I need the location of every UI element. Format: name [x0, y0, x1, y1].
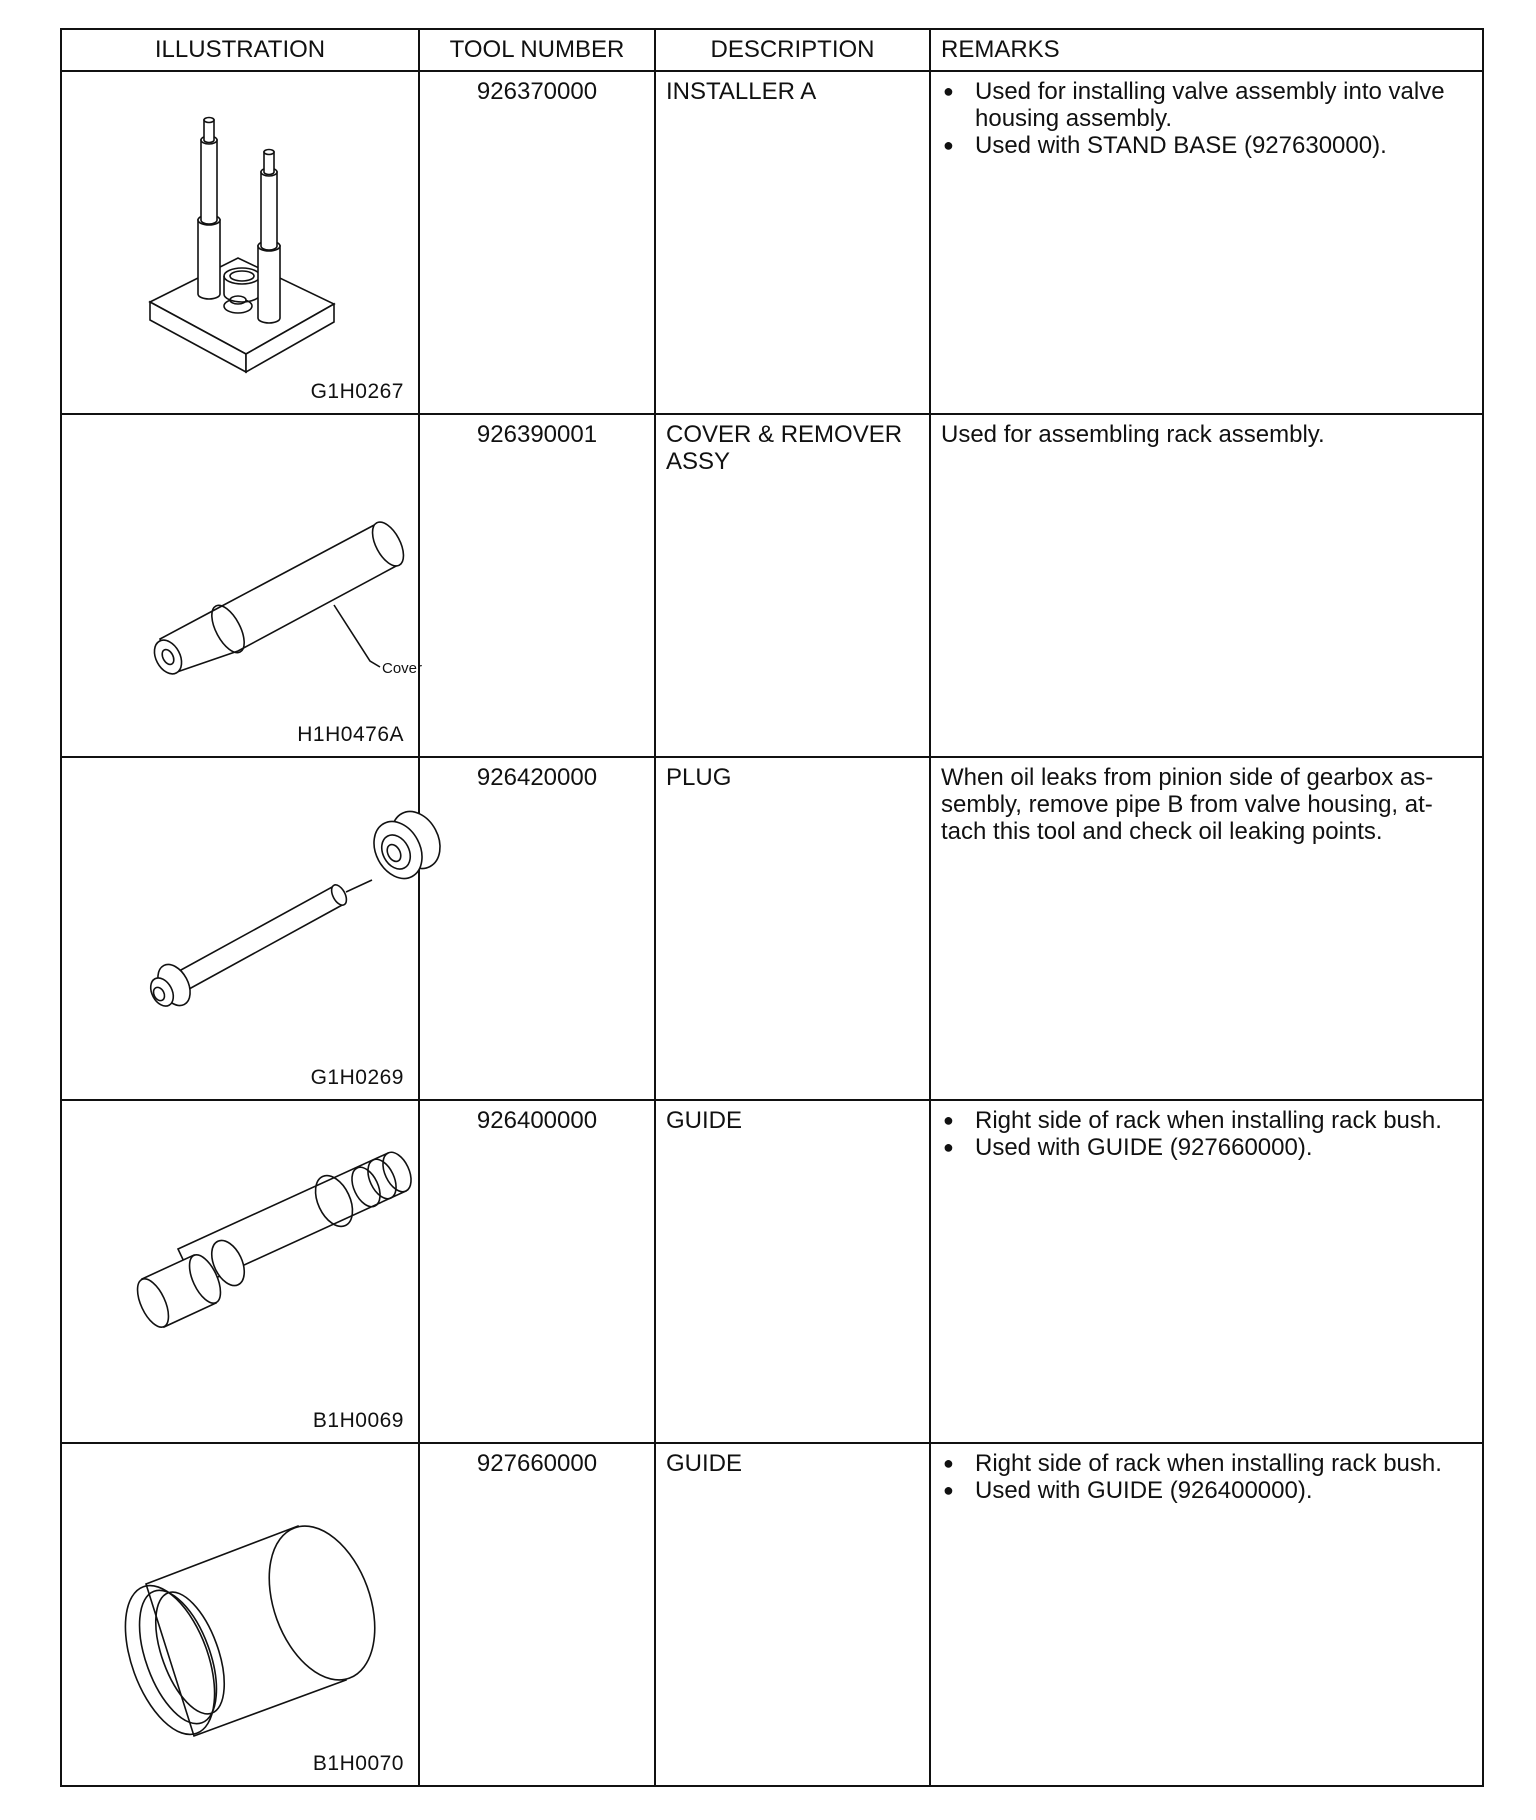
- remark-item: ● Used for installing valve assembly into valve housing assembly.: [941, 78, 1472, 132]
- tool-number-cell: 926420000: [419, 757, 655, 1100]
- remark-item: ● Right side of rack when installing rack bush.: [941, 1107, 1472, 1134]
- illustration-cell: [61, 71, 419, 414]
- remarks-cell: [930, 414, 1483, 757]
- header-description: DESCRIPTION: [655, 29, 930, 71]
- description-cell: COVER & REMOVER ASSY: [655, 414, 930, 757]
- illustration-code: B1H0070: [312, 1752, 404, 1775]
- illustration-code: G1H0269: [310, 1066, 404, 1089]
- table-row: [61, 414, 1483, 757]
- remark-text: Used for assembling rack assembly.: [941, 421, 1325, 448]
- guide-sleeve-illustration: [62, 1444, 418, 1744]
- illustration-cell: [61, 414, 423, 757]
- remark-item: ● Used with GUIDE (926400000).: [941, 1477, 1472, 1504]
- remark-text: When oil leaks from pinion side of gearbox as-sembly, remove pipe B from valve housing, at-tach this tool and check oil leaking points.: [941, 764, 1434, 845]
- table-row: [61, 1443, 1483, 1786]
- plug-illustration: [62, 758, 418, 1058]
- remark-item: ● Right side of rack when installing rack bush.: [941, 1450, 1472, 1477]
- installer-a-illustration: [62, 72, 418, 372]
- tool-number-cell: 926390001: [419, 414, 655, 757]
- cover-remover-illustration: [62, 415, 423, 715]
- table-row: [61, 71, 1483, 414]
- tool-number-cell: 926370000: [419, 71, 655, 414]
- description-cell: PLUG: [655, 757, 930, 1100]
- header-tool-number: TOOL NUMBER: [419, 29, 655, 71]
- remarks-list: [941, 78, 1472, 159]
- remarks-list: [941, 1107, 1472, 1161]
- tool-number-cell: 927660000: [419, 1443, 655, 1786]
- illustration-code: H1H0476A: [297, 723, 404, 746]
- cover-callout: Cover: [382, 660, 423, 677]
- illustration-cell: [61, 1100, 419, 1443]
- description-cell: GUIDE: [655, 1443, 930, 1786]
- description-cell: GUIDE: [655, 1100, 930, 1443]
- table-row: [61, 1100, 1483, 1443]
- illustration-code: G1H0267: [310, 380, 404, 403]
- remarks-cell: [930, 757, 1483, 1100]
- remarks-list: [941, 1450, 1472, 1504]
- header-row: [61, 29, 1483, 71]
- illustration-cell: [61, 1443, 419, 1786]
- remarks-cell: [930, 1443, 1483, 1786]
- remarks-cell: [930, 71, 1483, 414]
- illustration-code: B1H0069: [312, 1409, 404, 1432]
- table-row: [61, 757, 1483, 1100]
- remark-item: ● Used with STAND BASE (927630000).: [941, 132, 1472, 159]
- special-tools-table: [60, 28, 1484, 1787]
- remark-item: ● Used with GUIDE (927660000).: [941, 1134, 1472, 1161]
- remarks-cell: [930, 1100, 1483, 1443]
- illustration-cell: [61, 757, 419, 1100]
- description-cell: INSTALLER A: [655, 71, 930, 414]
- tool-number-cell: 926400000: [419, 1100, 655, 1443]
- header-illustration: ILLUSTRATION: [61, 29, 419, 71]
- header-remarks: REMARKS: [930, 29, 1483, 71]
- guide-rod-illustration: [62, 1101, 418, 1401]
